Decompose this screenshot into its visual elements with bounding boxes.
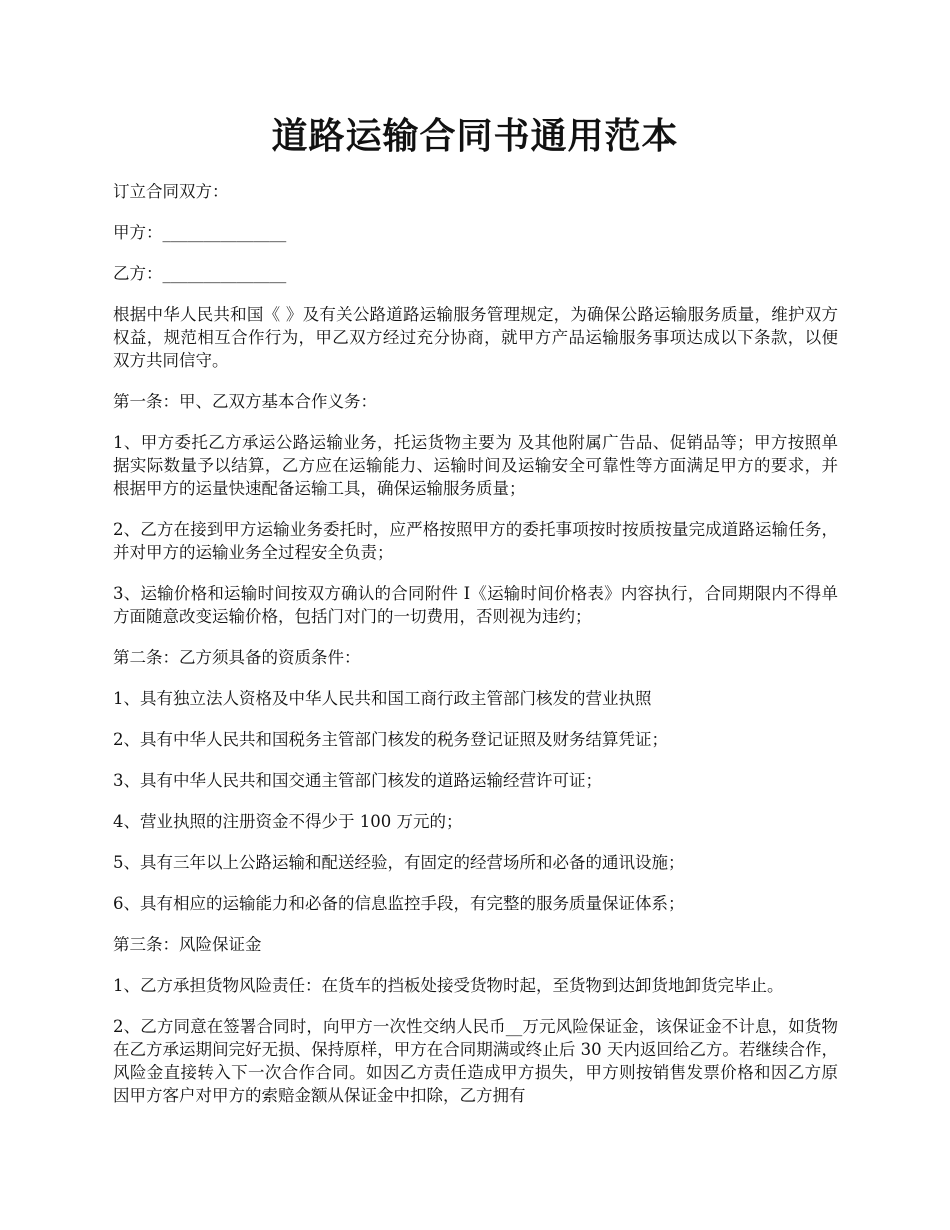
paragraph-article-3-item-2: 2、乙方同意在签署合同时，向甲方一次性交纳人民币__万元风险保证金，该保证金不计息，如货物在乙方承运期间完好无损、保持原样，甲方在合同期满或终止后 30 天内返回给乙方。若继续合作，风险金直接转入下一次合作合同。如因乙方责任造成甲方损失，甲方则按销售发票价格和因乙方原因甲方客户对甲方的索赔金额从保证金中扣除，乙方拥有 <box>113 1017 838 1105</box>
section-heading-article-2: 第二条：乙方须具备的资质条件： <box>113 648 361 667</box>
paragraph-party-a: 甲方：_______________ <box>113 223 287 242</box>
section-heading-article-1: 第一条：甲、乙双方基本合作义务： <box>113 392 377 411</box>
paragraph-preamble: 根据中华人民共和国《 》及有关公路道路运输服务管理规定，为确保公路运输服务质量，维护双方权益，规范相互合作行为，甲乙双方经过充分协商，就甲方产品运输服务事项达成以下条款，以便双方共同信守。 <box>113 305 838 370</box>
paragraph-article-2-item-5: 5、具有三年以上公路运输和配送经验，有固定的经营场所和必备的通讯设施； <box>113 853 685 872</box>
paragraph-article-1-item-3: 3、运输价格和运输时间按双方确认的合同附件 I《运输时间价格表》内容执行，合同期限内不得单方面随意改变运输价格，包括门对门的一切费用，否则视为违约； <box>113 584 838 626</box>
paragraph-article-2-item-3: 3、具有中华人民共和国交通主管部门核发的道路运输经营许可证； <box>113 771 602 790</box>
paragraph-article-1-item-1: 1、甲方委托乙方承运公路运输业务，托运货物主要为 及其他附属广告品、促销品等；甲方按照单据实际数量予以结算，乙方应在运输能力、运输时间及运输安全可靠性等方面满足甲方的要求，并根据甲方的运量快速配备运输工具，确保运输服务质量； <box>113 433 838 498</box>
paragraph-parties-intro: 订立合同双方： <box>113 182 229 201</box>
section-heading-article-3: 第三条：风险保证金 <box>113 935 262 954</box>
paragraph-article-2-item-4: 4、营业执照的注册资金不得少于 100 万元的； <box>113 812 463 831</box>
document-body <box>113 180 838 1125</box>
paragraph-article-3-item-1: 1、乙方承担货物风险责任：在货车的挡板处接受货物时起，至货物到达卸货地卸货完毕止。 <box>113 976 784 995</box>
paragraph-article-2-item-6: 6、具有相应的运输能力和必备的信息监控手段，有完整的服务质量保证体系； <box>113 894 685 913</box>
paragraph-article-1-item-2: 2、乙方在接到甲方运输业务委托时，应严格按照甲方的委托事项按时按质按量完成道路运输任务，并对甲方的运输业务全过程安全负责； <box>113 520 838 562</box>
document-title: 道路运输合同书通用范本 <box>271 115 679 157</box>
paragraph-article-2-item-1: 1、具有独立法人资格及中华人民共和国工商行政主管部门核发的营业执照 <box>113 689 652 708</box>
paragraph-article-2-item-2: 2、具有中华人民共和国税务主管部门核发的税务登记证照及财务结算凭证； <box>113 730 668 749</box>
paragraph-party-b: 乙方：_______________ <box>113 264 287 283</box>
